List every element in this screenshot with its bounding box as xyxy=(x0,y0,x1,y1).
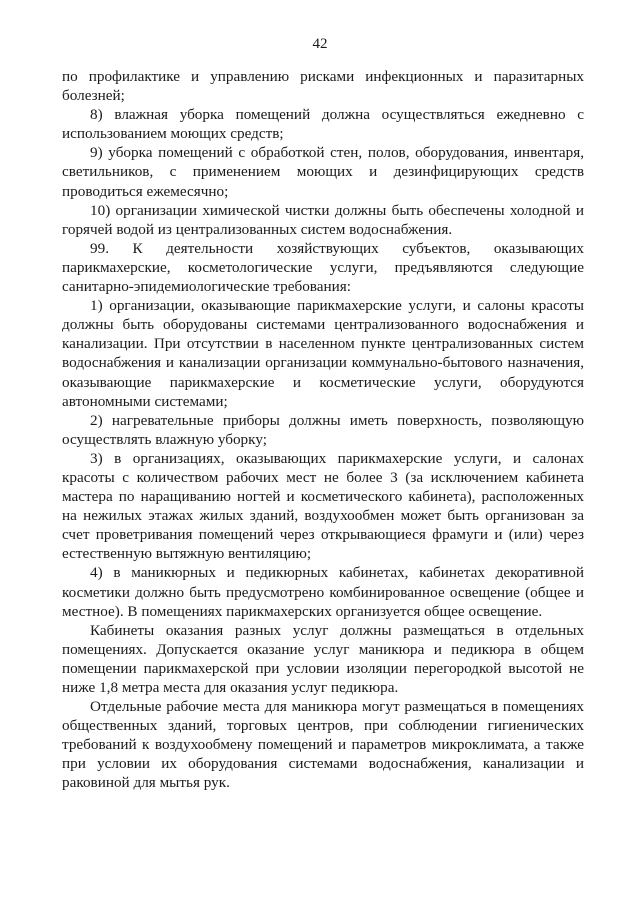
paragraph-item-9: 9) уборка помещений с обработкой стен, полов, оборудования, инвентаря, светильников, с применением моющих и дезинфицирующих средств проводиться ежемесячно; xyxy=(62,144,584,200)
paragraph-workplaces: Отдельные рабочие места для маникюра могут размещаться в помещениях общественных зданий, торговых центров, при соблюдении гигиенических требований к воздухообмену помещений и параметров микроклимата, а также при условии их оборудования системами водоснабжения, канализации и раковиной для мытья рук. xyxy=(62,698,584,792)
paragraph-99-item-4: 4) в маникюрных и педикюрных кабинетах, кабинетах декоративной косметики должно быть предусмотрено комбинированное освещение (общее и местное). В помещениях парикмахерских организуется общее освещение. xyxy=(62,564,584,620)
paragraph-99-item-3: 3) в организациях, оказывающих парикмахерские услуги, и салонах красоты с количеством рабочих мест не более 3 (за исключением кабинета мастера по наращиванию ногтей и косметического кабинета), расположенных на нежилых этажах жилых зданий, воздухообмен может быть организован за счет проветривания помещений через открывающиеся фрамуги и (или) через естественную вытяжную вентиляцию; xyxy=(62,449,584,563)
paragraph-section-99: 99. К деятельности хозяйствующих субъектов, оказывающих парикмахерские, косметологические услуги, предъявляются следующие санитарно-эпидемиологические требования: xyxy=(62,239,584,296)
paragraph-continuation: по профилактике и управлению рисками инфекционных и паразитарных болезней; xyxy=(62,68,584,105)
paragraph-cabinets: Кабинеты оказания разных услуг должны размещаться в отдельных помещениях. Допускается оказание услуг маникюра и педикюра в общем помещении парикмахерской при условии изоляции перегородкой высотой не ниже 1,8 метра места для оказания услуг педикюра. xyxy=(62,621,584,696)
page-number: 42 xyxy=(312,36,328,52)
paragraph-99-item-2: 2) нагревательные приборы должны иметь поверхность, позволяющую осуществлять влажную уборку; xyxy=(62,411,584,448)
paragraph-item-8: 8) влажная уборка помещений должна осуществляться ежедневно с использованием моющих средств; xyxy=(62,106,584,143)
paragraph-99-item-1: 1) организации, оказывающие парикмахерские услуги, и салоны красоты должны быть оборудованы системами централизованного водоснабжения и канализации. При отсутствии в населенном пункте централизованных систем водоснабжения и канализации организации коммунально-бытового назначения, оказывающие парикмахерские и косметические услуги, оборудуются автономными системами; xyxy=(62,297,584,410)
document-body xyxy=(62,67,584,793)
paragraph-item-10: 10) организации химической чистки должны быть обеспечены холодной и горячей водой из централизованных систем водоснабжения. xyxy=(62,201,584,238)
